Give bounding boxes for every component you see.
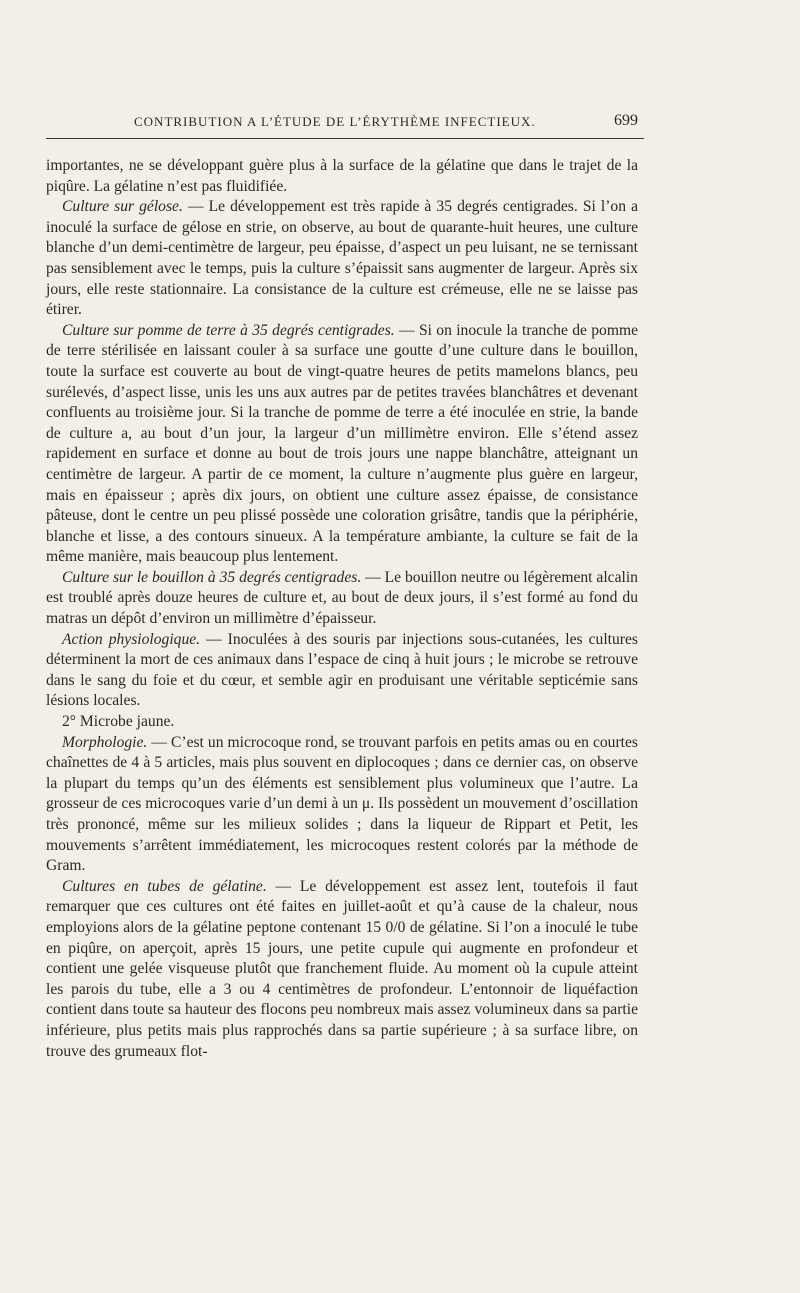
paragraph-heading: Action physiologique. (62, 630, 201, 648)
header-rule (46, 138, 644, 139)
paragraph-heading: Cultures en tubes de gélatine. (62, 877, 267, 895)
page-number: 699 (614, 112, 638, 129)
paragraph: Culture sur gélose. — Le développement est très rapide à 35 degrés centigrades. Si l’on a inoculé la surface de gélose en strie, on observe, au bout de quarante-huit heures, une culture blanche d’un demi-centimètre de largeur, peu épaisse, d’aspect un peu luisant, ne se ternissant pas sensiblement avec le temps, puis la culture s’épaissit sans augmenter de largeur. Après six jours, elle reste stationnaire. La consistance de la culture est crémeuse, elle ne se laisse pas étirer. (46, 198, 638, 319)
paragraph: importantes, ne se développant guère plus à la surface de la gélatine que dans le trajet de la piqûre. La gélatine n’est pas fluidifiée. (46, 157, 638, 195)
body-text (46, 156, 638, 1062)
paragraph-heading: Morphologie. (62, 733, 148, 751)
paragraph-heading: Culture sur pomme de terre à 35 degrés centigrades. (62, 321, 395, 339)
paragraph-heading: Culture sur le bouillon à 35 degrés centigrades. (62, 568, 362, 586)
paragraph: Cultures en tubes de gélatine. — Le développement est assez lent, toutefois il faut remarquer que ces cultures ont été faites en juillet-août et qu’à cause de la chaleur, nous employions alors de la gélatine peptone contenant 15 0/0 de gélatine. Si l’on a inoculé le tube en piqûre, on aperçoit, après 15 jours, une petite cupule qui augmente en profondeur et contient une gelée visqueuse plutôt que franchement fluide. Au moment où la cupule atteint les parois du tube, elle a 3 ou 4 centimètres de profondeur. L’entonnoir de liquéfaction contient dans toute sa hauteur des flocons peu nombreux mais assez volumineux dans sa partie inférieure, plus petits mais plus rapprochés dans sa partie supérieure ; à sa surface libre, on trouve des grumeaux flot- (46, 877, 639, 1060)
paragraph: Culture sur le bouillon à 35 degrés centigrades. — Le bouillon neutre ou légèrement alcalin est troublé après douze heures de culture et, au bout de deux jours, il s’est formé au fond du matras un dépôt d’environ un millimètre d’épaisseur. (46, 568, 638, 628)
paragraph-heading: Culture sur gélose. (62, 198, 183, 216)
paragraph: Culture sur pomme de terre à 35 degrés centigrades. — Si on inocule la tranche de pomme de terre stérilisée en laissant couler à sa surface une goutte d’une culture dans le bouillon, toute la surface est couverte au bout de vingt-quatre heures de petits mamelons blancs, peu surélevés, d’aspect lisse, unis les uns aux autres par de petites travées blanchâtres et devenant confluents au troisième jour. Si la tranche de pomme de terre a été inoculée en strie, la bande de culture a, au bout d’un jour, la largeur d’un millimètre environ. Elle s’étend assez rapidement en surface et donne au bout de trois jours une nappe blanchâtre, atteignant un centimètre de largeur. A partir de ce moment, la culture n’augmente plus guère en largeur, mais en épaisseur ; après dix jours, on obtient une culture assez épaisse, de consistance pâteuse, dont le centre un peu plissé possède une coloration grisâtre, tandis que la périphérie, blanche et lisse, a des contours sinueux. A la température ambiante, la culture se fait de la même manière, mais beaucoup plus lentement. (46, 321, 639, 566)
paragraph: Morphologie. — C’est un microcoque rond, se trouvant parfois en petits amas ou en courtes chaînettes de 4 à 5 articles, mais plus souvent en diplocoques ; dans ce dernier cas, on observe la plupart du temps qu’un des éléments est sensiblement plus volumineux que l’autre. La grosseur de ces microcoques varie d’un demi à un μ. Ils possèdent un mouvement d’oscillation très prononcé, même sur les milieux solides ; dans la liqueur de Rippart et Petit, les mouvements s’arrêtent immédiatement, les microcoques restent colorés par la méthode de Gram. (46, 733, 638, 875)
page-header (46, 112, 644, 138)
section-heading: 2° Microbe jaune. (62, 713, 175, 731)
running-title: CONTRIBUTION A L’ÉTUDE DE L’ÉRYTHÈME INFECTIEUX. (134, 114, 536, 129)
paragraph: Action physiologique. — Inoculées à des souris par injections sous-cutanées, les cultures déterminent la mort de ces animaux dans l’espace de cinq à huit jours ; le microbe se retrouve dans le sang du foie et du cœur, et semble agir en produisant une véritable septicémie sans lésions locales. (46, 630, 638, 710)
